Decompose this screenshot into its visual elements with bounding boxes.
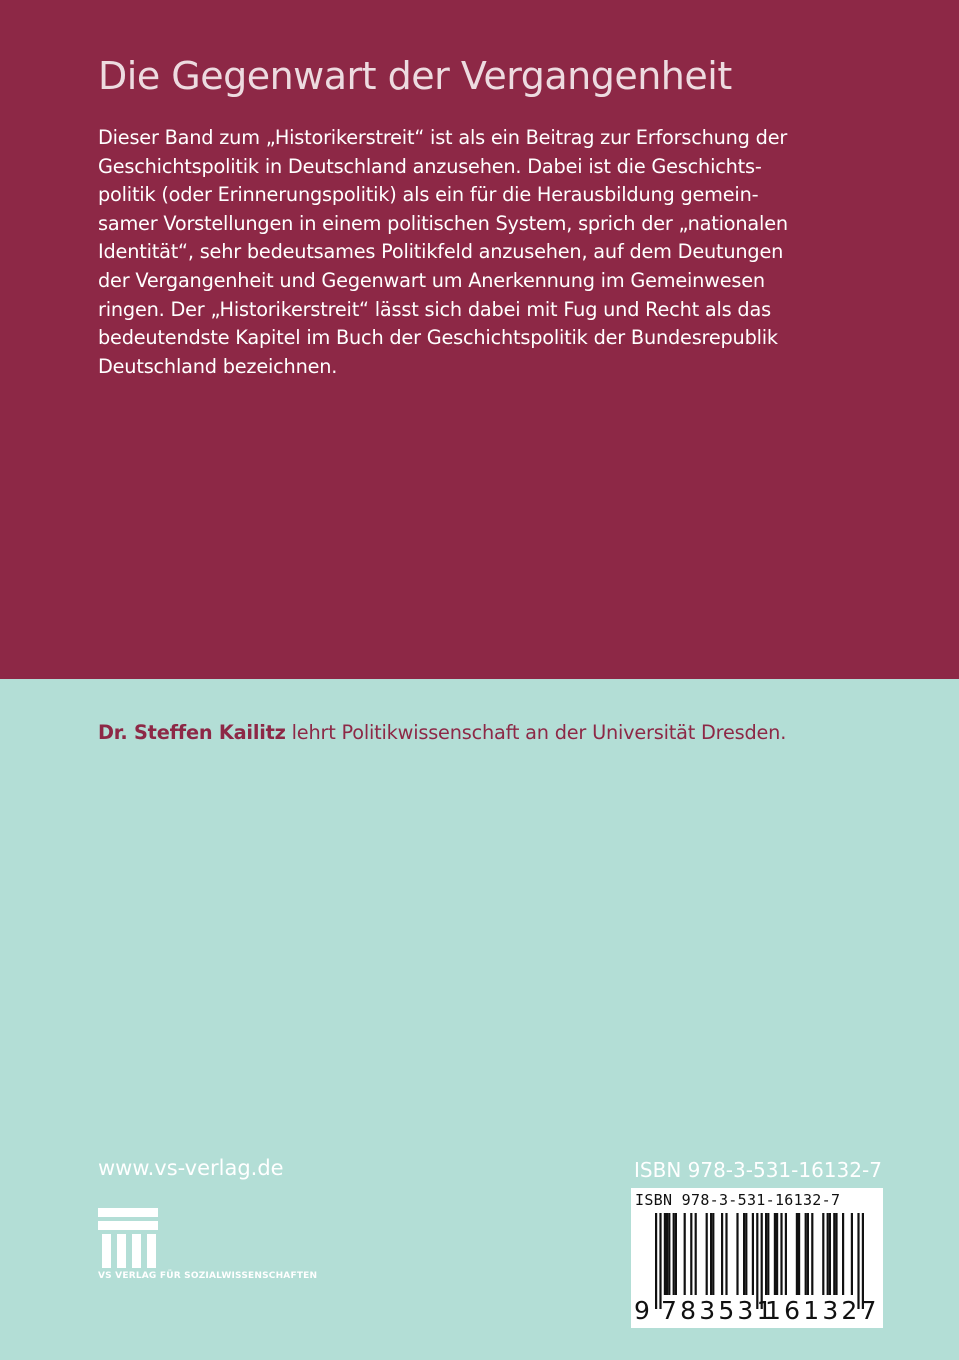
barcode-bar <box>659 1213 661 1309</box>
barcode-bar <box>655 1213 657 1309</box>
barcode-bar <box>842 1213 844 1295</box>
barcode-bar <box>706 1213 708 1295</box>
barcode-bar <box>785 1213 787 1295</box>
barcode-bar <box>776 1213 778 1295</box>
barcode-bar <box>690 1213 692 1295</box>
barcode-bar <box>829 1213 831 1295</box>
upper-panel <box>0 0 959 679</box>
barcode-bar <box>774 1213 776 1295</box>
blurb-line: Identität“, sehr bedeutsames Politikfeld anzusehen, auf dem Deutungen <box>98 240 784 264</box>
publisher-url: www.vs-verlag.de <box>98 1156 284 1180</box>
barcode-bar <box>835 1213 837 1295</box>
barcode-bar <box>756 1213 758 1309</box>
barcode-bar <box>827 1213 829 1295</box>
barcode-bar <box>765 1213 767 1295</box>
barcode-bar <box>796 1213 798 1295</box>
blurb-line: ringen. Der „Historikerstreit“ lässt sich dabei mit Fug und Recht als das <box>98 297 771 321</box>
isbn-number: ISBN 978-3-531-16132-7 <box>634 1158 882 1182</box>
barcode-digits-right: 161327 <box>765 1296 880 1325</box>
author-note <box>98 718 786 748</box>
barcode-bar <box>851 1213 853 1295</box>
barcode-isbn-label: ISBN 978-3-531-16132-7 <box>635 1191 841 1209</box>
book-blurb <box>98 124 868 381</box>
barcode-bar <box>857 1213 859 1309</box>
barcode-bar <box>811 1213 813 1295</box>
barcode-bar <box>668 1213 670 1295</box>
book-title: Die Gegenwart der Vergangenheit <box>98 54 732 98</box>
barcode-bar <box>736 1213 738 1295</box>
barcode-bar <box>712 1213 714 1295</box>
blurb-line: Dieser Band zum „Historikerstreit“ ist als ein Beitrag zur Erforschung der <box>98 126 788 149</box>
blurb-line: politik (oder Erinnerungspolitik) als ein für die Herausbildung gemein- <box>98 183 759 207</box>
barcode-bar <box>666 1213 668 1295</box>
barcode <box>631 1188 883 1328</box>
barcode-bar <box>752 1213 754 1295</box>
blurb-line: bedeutendste Kapitel im Buch der Geschichtspolitik der Bundesrepublik <box>98 326 778 350</box>
author-name: Dr. Steffen Kailitz <box>98 721 286 744</box>
barcode-digits-left: 783531 <box>661 1296 776 1325</box>
barcode-bar <box>695 1213 697 1295</box>
blurb-line: samer Vorstellungen in einem politischen System, sprich der „nationalen <box>98 211 788 235</box>
barcode-digit-first: 9 <box>634 1296 650 1325</box>
publisher-name: VS VERLAG FÜR SOZIALWISSENSCHAFTEN <box>98 1271 318 1281</box>
barcode-bar <box>673 1213 675 1295</box>
barcode-bar <box>664 1213 666 1295</box>
publisher-logo-icon <box>98 1208 158 1268</box>
barcode-bar <box>675 1213 677 1295</box>
author-bio: lehrt Politikwissenschaft an der Universität Dresden. <box>285 721 787 744</box>
barcode-bar <box>710 1213 712 1295</box>
blurb-line: Geschichtspolitik in Deutschland anzusehen. Dabei ist die Geschichts- <box>98 154 762 178</box>
barcode-bar <box>725 1213 727 1295</box>
barcode-bar <box>743 1213 745 1295</box>
blurb-line: Deutschland bezeichnen. <box>98 354 338 378</box>
barcode-bar <box>721 1213 723 1295</box>
barcode-bar <box>745 1213 747 1295</box>
barcode-bar <box>684 1213 686 1295</box>
barcode-bar <box>798 1213 800 1295</box>
barcode-bar <box>767 1213 769 1295</box>
barcode-bar <box>822 1213 824 1295</box>
barcode-bar <box>780 1213 782 1295</box>
barcode-bar <box>807 1213 809 1295</box>
barcode-bar <box>805 1213 807 1295</box>
barcode-bar <box>862 1213 864 1309</box>
barcode-bar <box>833 1213 835 1295</box>
blurb-line: der Vergangenheit und Gegenwart um Anerkennung im Gemeinwesen <box>98 268 765 292</box>
barcode-bar <box>761 1213 763 1309</box>
